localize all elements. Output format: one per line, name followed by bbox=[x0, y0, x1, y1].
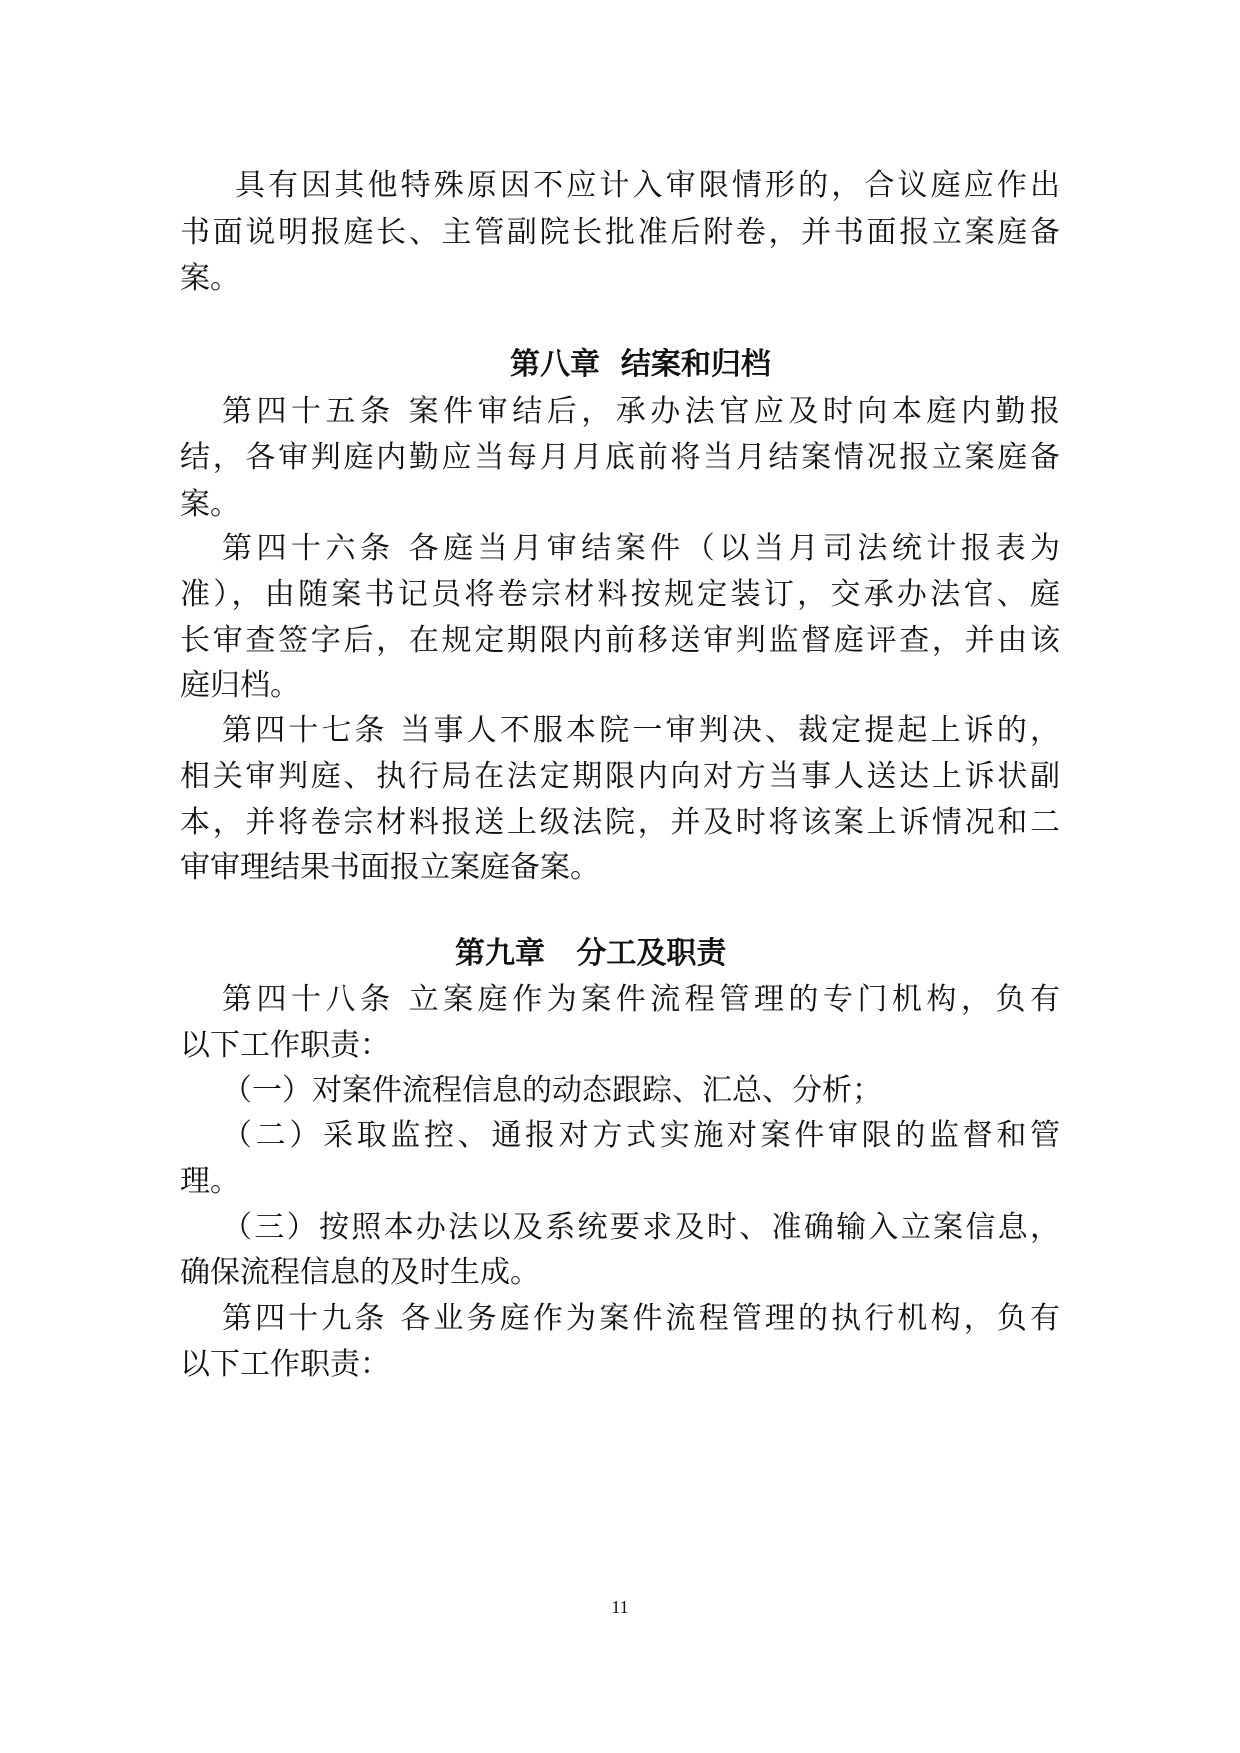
article-line: 第四十九条 各业务庭作为案件流程管理的执行机构，负有 bbox=[222, 1301, 1060, 1336]
paragraph-line: 具有因其他特殊原因不应计入审限情形的，合议庭应作出 bbox=[235, 168, 1060, 203]
article-line: 庭归档。 bbox=[180, 668, 300, 703]
article-line: 长审查签字后，在规定期限内前移送审判监督庭评查，并由该 bbox=[180, 623, 1060, 658]
article-line: 第四十八条 立案庭作为案件流程管理的专门机构，负有 bbox=[222, 982, 1060, 1017]
list-item: （三）按照本办法以及系统要求及时、准确输入立案信息， bbox=[222, 1210, 1060, 1245]
list-item: 确保流程信息的及时生成。 bbox=[180, 1255, 540, 1290]
paragraph-line: 书面说明报庭长、主管副院长批准后附卷，并书面报立案庭备 bbox=[180, 215, 1060, 250]
paragraph-line: 案。 bbox=[180, 261, 240, 296]
list-item: （一）对案件流程信息的动态跟踪、汇总、分析； bbox=[222, 1073, 882, 1108]
chapter-heading: 第九章 分工及职责 bbox=[455, 936, 727, 971]
article-line: 结，各审判庭内勤应当每月月底前将当月结案情况报立案庭备 bbox=[180, 440, 1060, 475]
article-line: 以下工作职责： bbox=[180, 1347, 390, 1382]
article-line: 相关审判庭、执行局在法定期限内向对方当事人送达上诉状副 bbox=[180, 759, 1060, 794]
article-line: 审审理结果书面报立案庭备案。 bbox=[180, 850, 600, 885]
article-line: 准），由随案书记员将卷宗材料按规定装订，交承办法官、庭 bbox=[180, 577, 1060, 612]
article-line: 本，并将卷宗材料报送上级法院，并及时将该案上诉情况和二 bbox=[180, 805, 1060, 840]
article-line: 以下工作职责： bbox=[180, 1028, 390, 1063]
article-line: 第四十六条 各庭当月审结案件（以当月司法统计报表为 bbox=[222, 531, 1060, 566]
list-item: 理。 bbox=[180, 1164, 240, 1199]
chapter-heading: 第八章 结案和归档 bbox=[510, 347, 771, 382]
article-line: 第四十七条 当事人不服本院一审判决、裁定提起上诉的， bbox=[222, 713, 1060, 748]
list-item: （二）采取监控、通报对方式实施对案件审限的监督和管 bbox=[222, 1118, 1060, 1153]
page-number: 11 bbox=[611, 1597, 629, 1617]
article-line: 案。 bbox=[180, 487, 240, 522]
article-line: 第四十五条 案件审结后，承办法官应及时向本庭内勤报 bbox=[222, 394, 1060, 429]
